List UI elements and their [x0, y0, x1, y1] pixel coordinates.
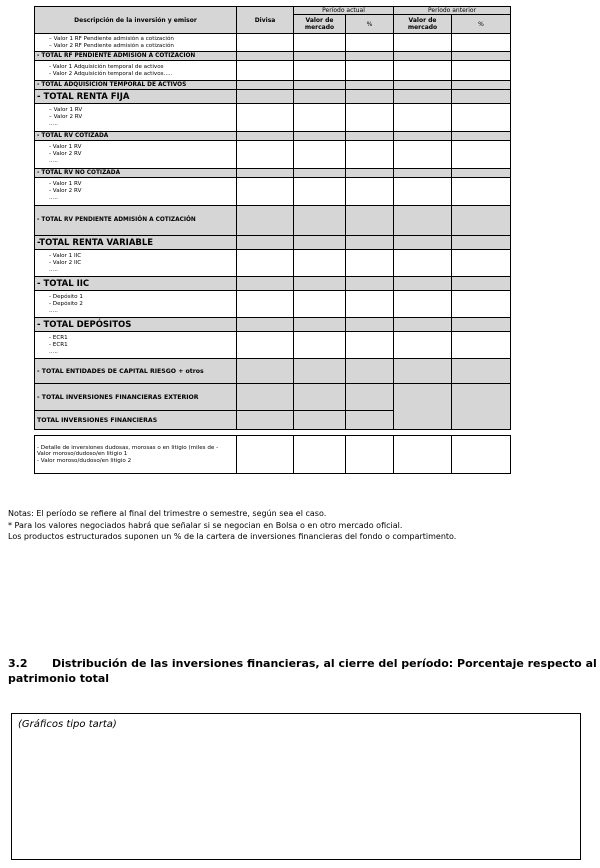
section-heading: [8, 656, 598, 686]
table-row: [35, 359, 511, 384]
table-row: [35, 206, 511, 236]
table-row: [35, 178, 511, 206]
row-label: - TOTAL RV COTIZADA: [35, 132, 237, 141]
table-row: [35, 318, 511, 332]
note-line: Notas: El período se refiere al final del trimestre o semestre, según sea el caso.: [8, 509, 327, 518]
table-row: [35, 81, 511, 90]
row-label: - TOTAL DEPÓSITOS: [35, 318, 237, 332]
table-row: [35, 169, 511, 178]
table-row: [35, 236, 511, 250]
row-label: – Valor 1 RV – Valor 2 RV .....: [35, 104, 237, 132]
header-currency: Divisa: [237, 7, 294, 34]
row-label: - TOTAL INVERSIONES FINANCIERAS EXTERIOR: [35, 384, 237, 411]
table-row: [35, 291, 511, 318]
row-label: - TOTAL RENTA FIJA: [35, 90, 237, 104]
table-row: [35, 104, 511, 132]
header-market-value-current: Valor de mercado: [294, 15, 346, 34]
table-row: [35, 277, 511, 291]
notes: [8, 508, 593, 543]
table-row: [35, 34, 511, 52]
table-row: [35, 250, 511, 277]
row-label: - TOTAL RV PENDIENTE ADMISIÓN A COTIZACIÓN: [35, 206, 237, 236]
row-label: - Valor 1 RV - Valor 2 RV .....: [35, 178, 237, 206]
table-row: [35, 132, 511, 141]
header-market-value-previous: Valor de mercado: [394, 15, 452, 34]
row-label: - TOTAL RF PENDIENTE ADMISION A COTIZACION: [35, 52, 237, 61]
header-pct-current: %: [346, 15, 394, 34]
header-current-period: Período actual: [294, 7, 394, 15]
table-row: [35, 332, 511, 359]
investment-table: [34, 6, 511, 474]
row-label: – Valor 1 RF Pendiente admisión a cotización – Valor 2 RF Pendiente admisión a cotización: [35, 34, 237, 52]
row-label: TOTAL INVERSIONES FINANCIERAS: [35, 411, 237, 430]
row-label: - Valor 1 IIC - Valor 2 IIC .....: [35, 250, 237, 277]
chart-placeholder-box: [11, 713, 581, 860]
note-line: * Para los valores negociados habrá que señalar si se negocian en Bolsa o en otro mercado oficial.: [8, 520, 403, 530]
table-row: [35, 384, 511, 411]
row-label: - TOTAL ADQUISICIÓN TEMPORAL DE ACTIVOS: [35, 81, 237, 90]
header-pct-previous: %: [452, 15, 511, 34]
row-label: - Valor 1 RV - Valor 2 RV .....: [35, 141, 237, 169]
row-label: - Valor 1 Adquisición temporal de activos - Valor 2 Adquisición temporal de activos.....: [35, 61, 237, 81]
table-row: [35, 52, 511, 61]
note-line: Los productos estructurados suponen un % de la cartera de inversiones financieras del fondo o compartimento.: [8, 532, 457, 541]
section-title: Distribución de las inversiones financieras, al cierre del período: Porcentaje respecto al patrimonio total: [8, 657, 597, 685]
header-previous-period: Período anterior: [394, 7, 511, 15]
row-label: - TOTAL IIC: [35, 277, 237, 291]
row-label: - Detalle de inversiones dudosas, morosas o en litigio (miles de - Valor moroso/dudoso/en litigio 1 - Valor moroso/dudoso/en litigio 2: [35, 436, 237, 474]
row-label: -TOTAL RENTA VARIABLE: [35, 236, 237, 250]
row-label: - TOTAL ENTIDADES DE CAPITAL RIESGO + otros: [35, 359, 237, 384]
chart-placeholder-label: (Gráficos tipo tarta): [18, 719, 117, 730]
row-label: - Depósito 1 - Depósito 2 .....: [35, 291, 237, 318]
table-row: [35, 141, 511, 169]
table-row: [35, 90, 511, 104]
section-number: 3.2: [8, 657, 28, 670]
row-label: - TOTAL RV NO COTIZADA: [35, 169, 237, 178]
table-row: [35, 436, 511, 474]
header-description: Descripción de la inversión y emisor: [35, 7, 237, 34]
row-label: - ECR1 - ECR1 .....: [35, 332, 237, 359]
table-row: [35, 61, 511, 81]
